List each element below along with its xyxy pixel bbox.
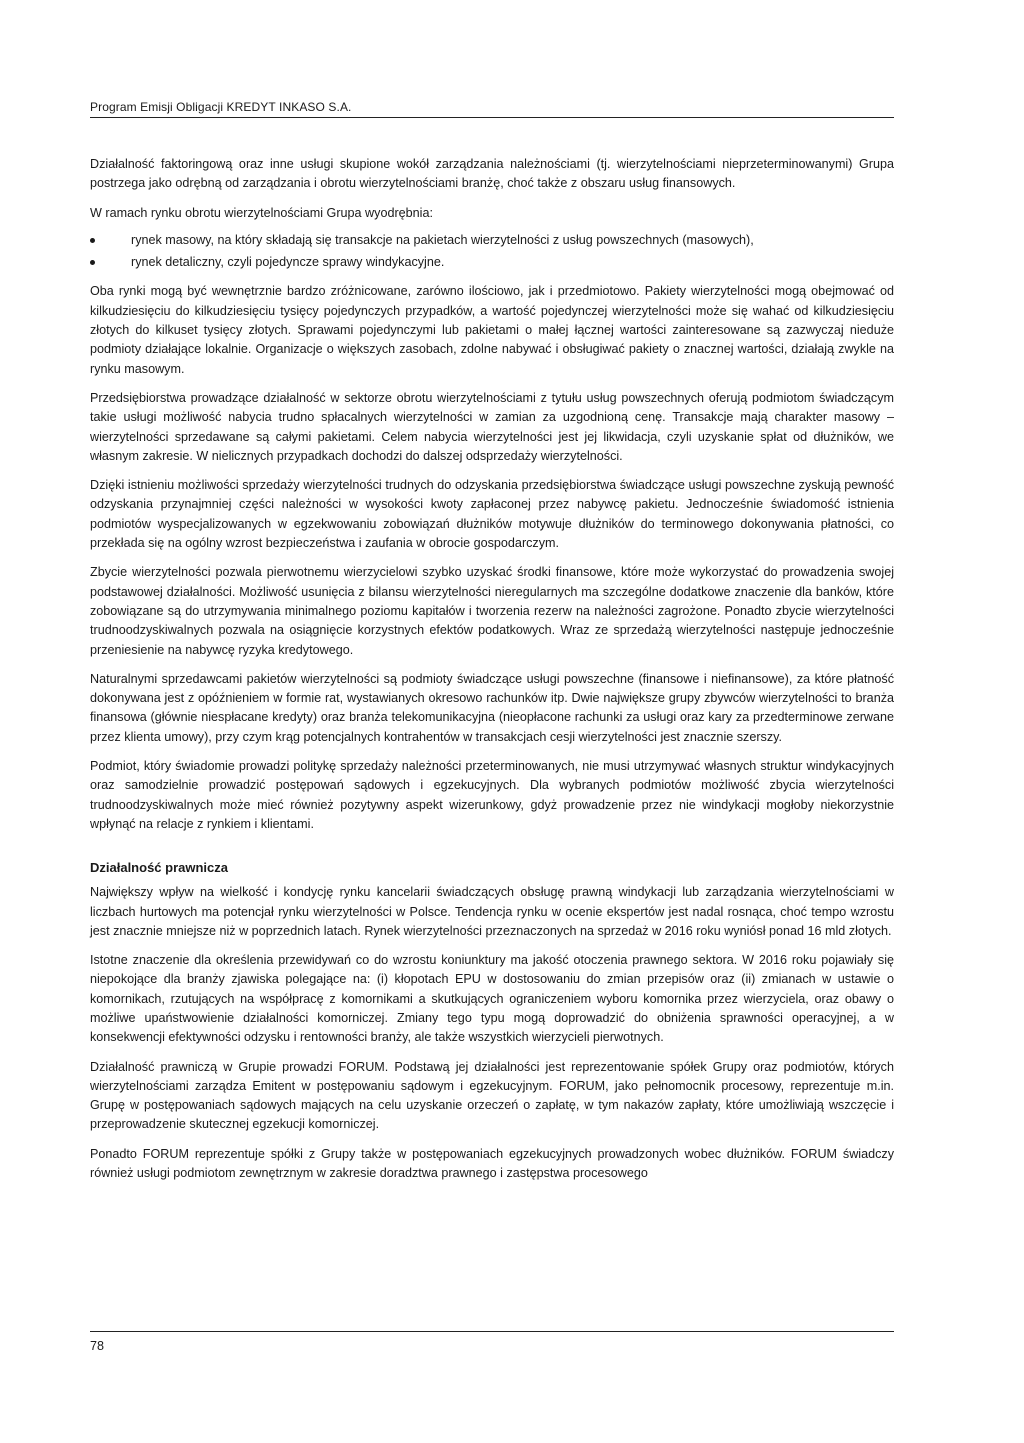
- paragraph: Działalność prawniczą w Grupie prowadzi FORUM. Podstawą jej działalności jest reprezentowanie spółek Grupy oraz podmiotów, których wierzytelnościami zarządza Emitent w postępowaniu sądowym i egzekucyjnym. FORUM, jako pełnomocnik procesowy, reprezentuje m.in. Grupę w postępowaniach sądowych mających na celu uzyskanie orzeczeń o zapłatę, w tym nakazów zapłaty, które umożliwiają wszczęcie i przeprowadzenie skutecznej egzekucji komorniczej.: [90, 1059, 894, 1132]
- section-heading: Działalność prawnicza: [90, 860, 228, 876]
- paragraph: Największy wpływ na wielkość i kondycję rynku kancelarii świadczących obsługę prawną windykacji lub zarządzania wierzytelnościami w liczbach hurtowych ma potencjał rynku wierzytelności w Polsce. Tendencja rynku w ocenie ekspertów jest nadal rosnąca, choć tempo wzrostu jest znacznie mniejsze niż w poprzednich latach. Rynek wierzytelności przeznaczonych na sprzedaż w 2016 roku wyniósł ponad 16 mld złotych.: [90, 885, 894, 938]
- header-divider: [90, 117, 894, 118]
- paragraph: Naturalnymi sprzedawcami pakietów wierzytelności są podmioty świadczące usługi powszechne (finansowe i niefinansowe), za które płatność dokonywana jest z opóźnieniem w formie rat, wystawianych okresowo rachunków itp. Dwie największe grupy zbywców wierzytelności to branża finansowa (głównie niespłacane kredyty) oraz branża telekomunikacyjna (nieopłacone rachunki za usługi oraz kary za przedterminowe zerwane przez klienta umowy), przy czym krąg potencjalnych kontrahentów w transakcjach cesji wierzytelności jest znacznie szerszy.: [90, 671, 894, 744]
- list-item-text: rynek masowy, na który składają się transakcje na pakietach wierzytelności z usług powszechnych (masowych),: [131, 232, 754, 247]
- paragraph: Podmiot, który świadomie prowadzi politykę sprzedaży należności przeterminowanych, nie musi utrzymywać własnych struktur windykacyjnych oraz samodzielnie prowadzić postępowań sądowych i egzekucyjnych. Dla wybranych podmiotów możliwość zbycia wierzytelności trudnoodzyskiwalnych może mieć również pozytywny aspekt wizerunkowy, gdyż prowadzenie przez nie windykacji mogłoby niekorzystnie wpłynąć na relacje z rynkiem i klientami.: [90, 759, 894, 831]
- footer-divider: [90, 1331, 894, 1332]
- paragraph: Przedsiębiorstwa prowadzące działalność w sektorze obrotu wierzytelnościami z tytułu usług powszechnych oferują podmiotom świadczącym takie usługi możliwość nabycia trudno spłacalnych wierzytelności w zamian za uzgodnioną cenę. Transakcje mają charakter masowy – wierzytelności sprzedawane są całymi pakietami. Celem nabycia wierzytelności jest jej likwidacja, czyli uzyskanie spłat od dłużników, we własnym zakresie. W nielicznych przypadkach dochodzi do dalszej odsprzedaży wierzytelności.: [90, 390, 894, 463]
- paragraph: Oba rynki mogą być wewnętrznie bardzo zróżnicowane, zarówno ilościowo, jak i przedmiotowo. Pakiety wierzytelności mogą obejmować od kilkudziesięciu do kilkudziesięciu tysięcy pojedynczych przypadków, a wartość pojedynczej wierzytelności może się wahać od kilkudziesięciu złotych do kilkuset tysięcy złotych. Sprawami pojedynczymi lub pakietami o małej łącznej wartości zainteresowane są zazwyczaj nieduże podmioty działające lokalnie. Organizacje o większych zasobach, zdolne nabywać i obsługiwać pakiety o znacznej wartości, działają zwykle na rynku masowym.: [90, 284, 894, 376]
- list-item: [90, 231, 894, 250]
- bullet-icon: [90, 238, 95, 243]
- paragraph: Działalność faktoringową oraz inne usługi skupione wokół zarządzania należnościami (tj. wierzytelnościami nieprzeterminowanymi) Grupa postrzega jako odrębną od zarządzania i obrotu wierzytelnościami branżę, choć także z obszaru usług finansowych.: [90, 157, 894, 191]
- paragraph: Ponadto FORUM reprezentuje spółki z Grupy także w postępowaniach egzekucyjnych prowadzonych wobec dłużników. FORUM świadczy również usługi podmiotom zewnętrznym w zakresie doradztwa prawnego i zastępstwa procesowego: [90, 1146, 894, 1181]
- bullet-list: [90, 231, 894, 273]
- paragraph: W ramach rynku obrotu wierzytelnościami Grupa wyodrębnia:: [90, 205, 433, 220]
- list-item-text: rynek detaliczny, czyli pojedyncze sprawy windykacyjne.: [131, 255, 445, 270]
- page-number: 78: [90, 1339, 105, 1353]
- list-item: [90, 253, 894, 272]
- bullet-icon: [90, 260, 95, 265]
- document-body: [90, 155, 894, 1193]
- document-header: Program Emisji Obligacji KREDYT INKASO S.A.: [90, 100, 352, 114]
- paragraph: Istotne znaczenie dla określenia przewidywań co do wzrostu koniunktury ma jakość otoczenia prawnego sektora. W 2016 roku pojawiały się niepokojące dla branży zjawiska polegające na: (i) kłopotach EPU w dostosowaniu do zmian przepisów oraz (ii) zmianach w ustawie o komornikach, rzutujących na współpracę z komornikami a skutkujących ograniczeniem wyboru komornika przez wierzyciela, oraz obawy o możliwe upaństwowienie działalności komorniczej. Zmiany tego typu mogą doprowadzić do obniżenia sprawności operacyjnej, a w konsekwencji efektywności odzysku i rentowności branży, ale także wszystkich wierzycieli pierwotnych.: [90, 953, 894, 1045]
- paragraph: Dzięki istnieniu możliwości sprzedaży wierzytelności trudnych do odzyskania przedsiębiorstwa świadczące usługi powszechne zyskują pewność odzyskania przynajmniej części należności w wysokości kwoty zapłaconej przez nabywcę pakietu. Jednocześnie świadomość istnienia podmiotów wyspecjalizowanych w egzekwowaniu zobowiązań dłużników motywuje dłużników do terminowego dokonywania płatności, co przekłada się na ogólny wzrost bezpieczeństwa i zaufania w obrocie gospodarczym.: [90, 478, 894, 551]
- paragraph: Zbycie wierzytelności pozwala pierwotnemu wierzycielowi szybko uzyskać środki finansowe, które może wykorzystać do prowadzenia swojej podstawowej działalności. Możliwość usunięcia z bilansu wierzytelności nieregularnych ma szczególne dodatkowe znaczenie dla banków, które zobowiązane są do utrzymywania minimalnego poziomu kapitałów i tworzenia rezerw na należności zagrożone. Ponadto zbycie wierzytelności trudnoodzyskiwalnych pozwala na osiągnięcie korzystnych efektów podatkowych. Wraz ze sprzedażą wierzytelności następuje jednocześnie przeniesienie na nabywcę ryzyka kredytowego.: [90, 565, 894, 657]
